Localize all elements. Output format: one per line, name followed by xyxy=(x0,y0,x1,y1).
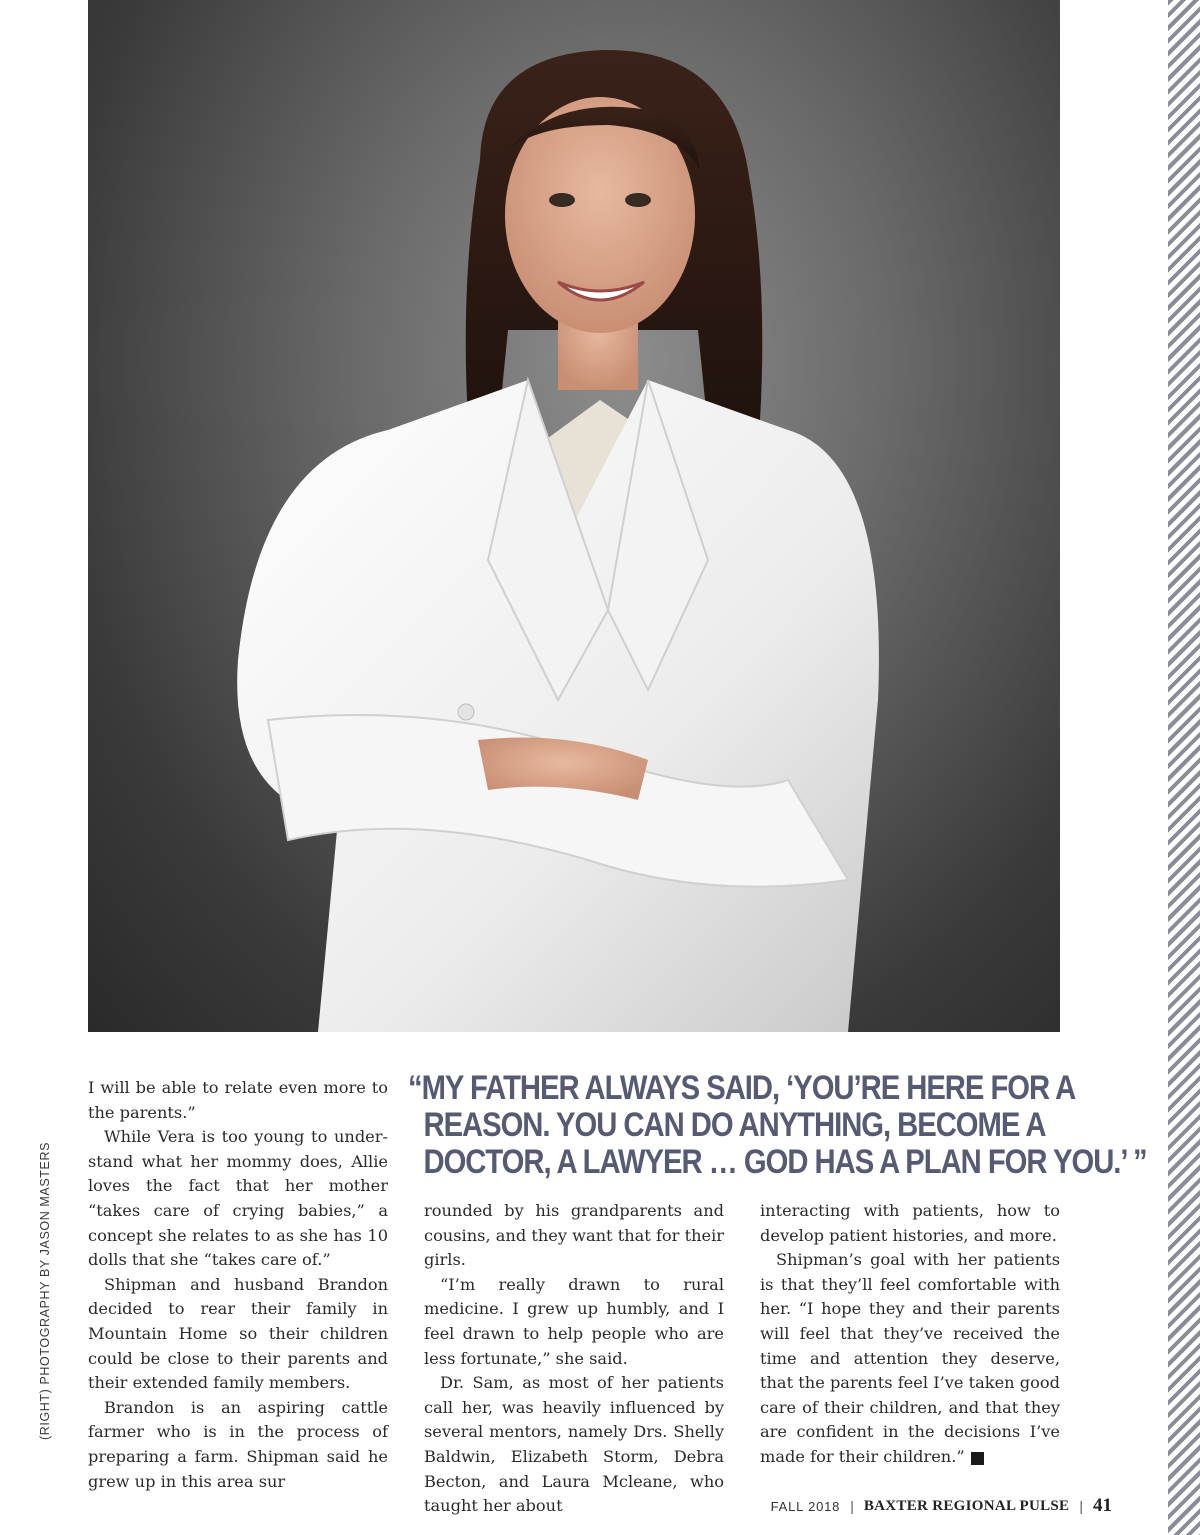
paragraph: rounded by his grandparents and cousins, and they want that for their girls. xyxy=(424,1201,724,1270)
footer-divider: | xyxy=(850,1498,854,1514)
publication-name: BAXTER REGIONAL PULSE xyxy=(863,1497,1070,1514)
article-column-1 xyxy=(88,1076,388,1494)
issue-season: FALL 2018 xyxy=(770,1498,841,1514)
pull-quote-line: REASON. YOU CAN DO ANYTHING, BECOME A xyxy=(423,1106,1046,1144)
decorative-stripe-border xyxy=(1168,0,1200,1535)
paragraph: Brandon is an aspiring cattle farmer who is in the process of preparing a farm. Shipman said he grew up in this area sur xyxy=(88,1397,388,1491)
article-column-2 xyxy=(424,1199,724,1519)
paragraph: While Vera is too young to understand what her mommy does, Allie loves the fact that her mother “takes care of crying babies,” a concept she relates to as she has 10 dolls that she “takes care of.” xyxy=(88,1127,388,1270)
end-mark-icon: P xyxy=(971,1452,984,1465)
paragraph: interacting with patients, how to develop patient histories, and more. xyxy=(760,1201,1060,1245)
pull-quote-line: DOCTOR, A LAWYER … GOD HAS A PLAN FOR YOU.’ ” xyxy=(423,1143,1147,1181)
footer-divider: | xyxy=(1079,1498,1083,1514)
paragraph-final xyxy=(760,1248,1060,1469)
page-number: 41 xyxy=(1093,1495,1112,1516)
paragraph: I will be able to relate even more to the parents.” xyxy=(88,1078,388,1122)
paragraph-text: Shipman’s goal with her patients is that they’ll feel comfortable with her. “I hope they and their parents will feel that they’ve received the time and attention they deserve, that the parents feel I’ve taken good care of their children, and that they are confident in the decisions I’ve made for their children.” xyxy=(760,1250,1060,1466)
doctor-portrait-illustration xyxy=(88,0,1060,1032)
article-column-3 xyxy=(760,1199,1060,1470)
portrait-photo xyxy=(88,0,1060,1032)
photo-credit: (RIGHT) PHOTOGRAPHY BY JASON MASTERS xyxy=(38,1141,52,1440)
paragraph: Dr. Sam, as most of her patients call her, was heavily influenced by several mentors, namely Drs. Shelly Baldwin, Elizabeth Storm, Debra Becton, and Laura Mcleane, who taught her about xyxy=(424,1373,724,1516)
paragraph: Shipman and husband Brandon decided to rear their family in Mountain Home so their children could be close to their parents and their extended family members. xyxy=(88,1274,388,1393)
pull-quote-line: “MY FATHER ALWAYS SAID, ‘YOU’RE HERE FOR A xyxy=(408,1069,1076,1107)
paragraph: “I’m really drawn to rural medicine. I grew up humbly, and I feel drawn to help people who are less fortunate,” she said. xyxy=(424,1274,724,1368)
pull-quote xyxy=(408,1069,1147,1181)
page-footer xyxy=(771,1496,1112,1516)
